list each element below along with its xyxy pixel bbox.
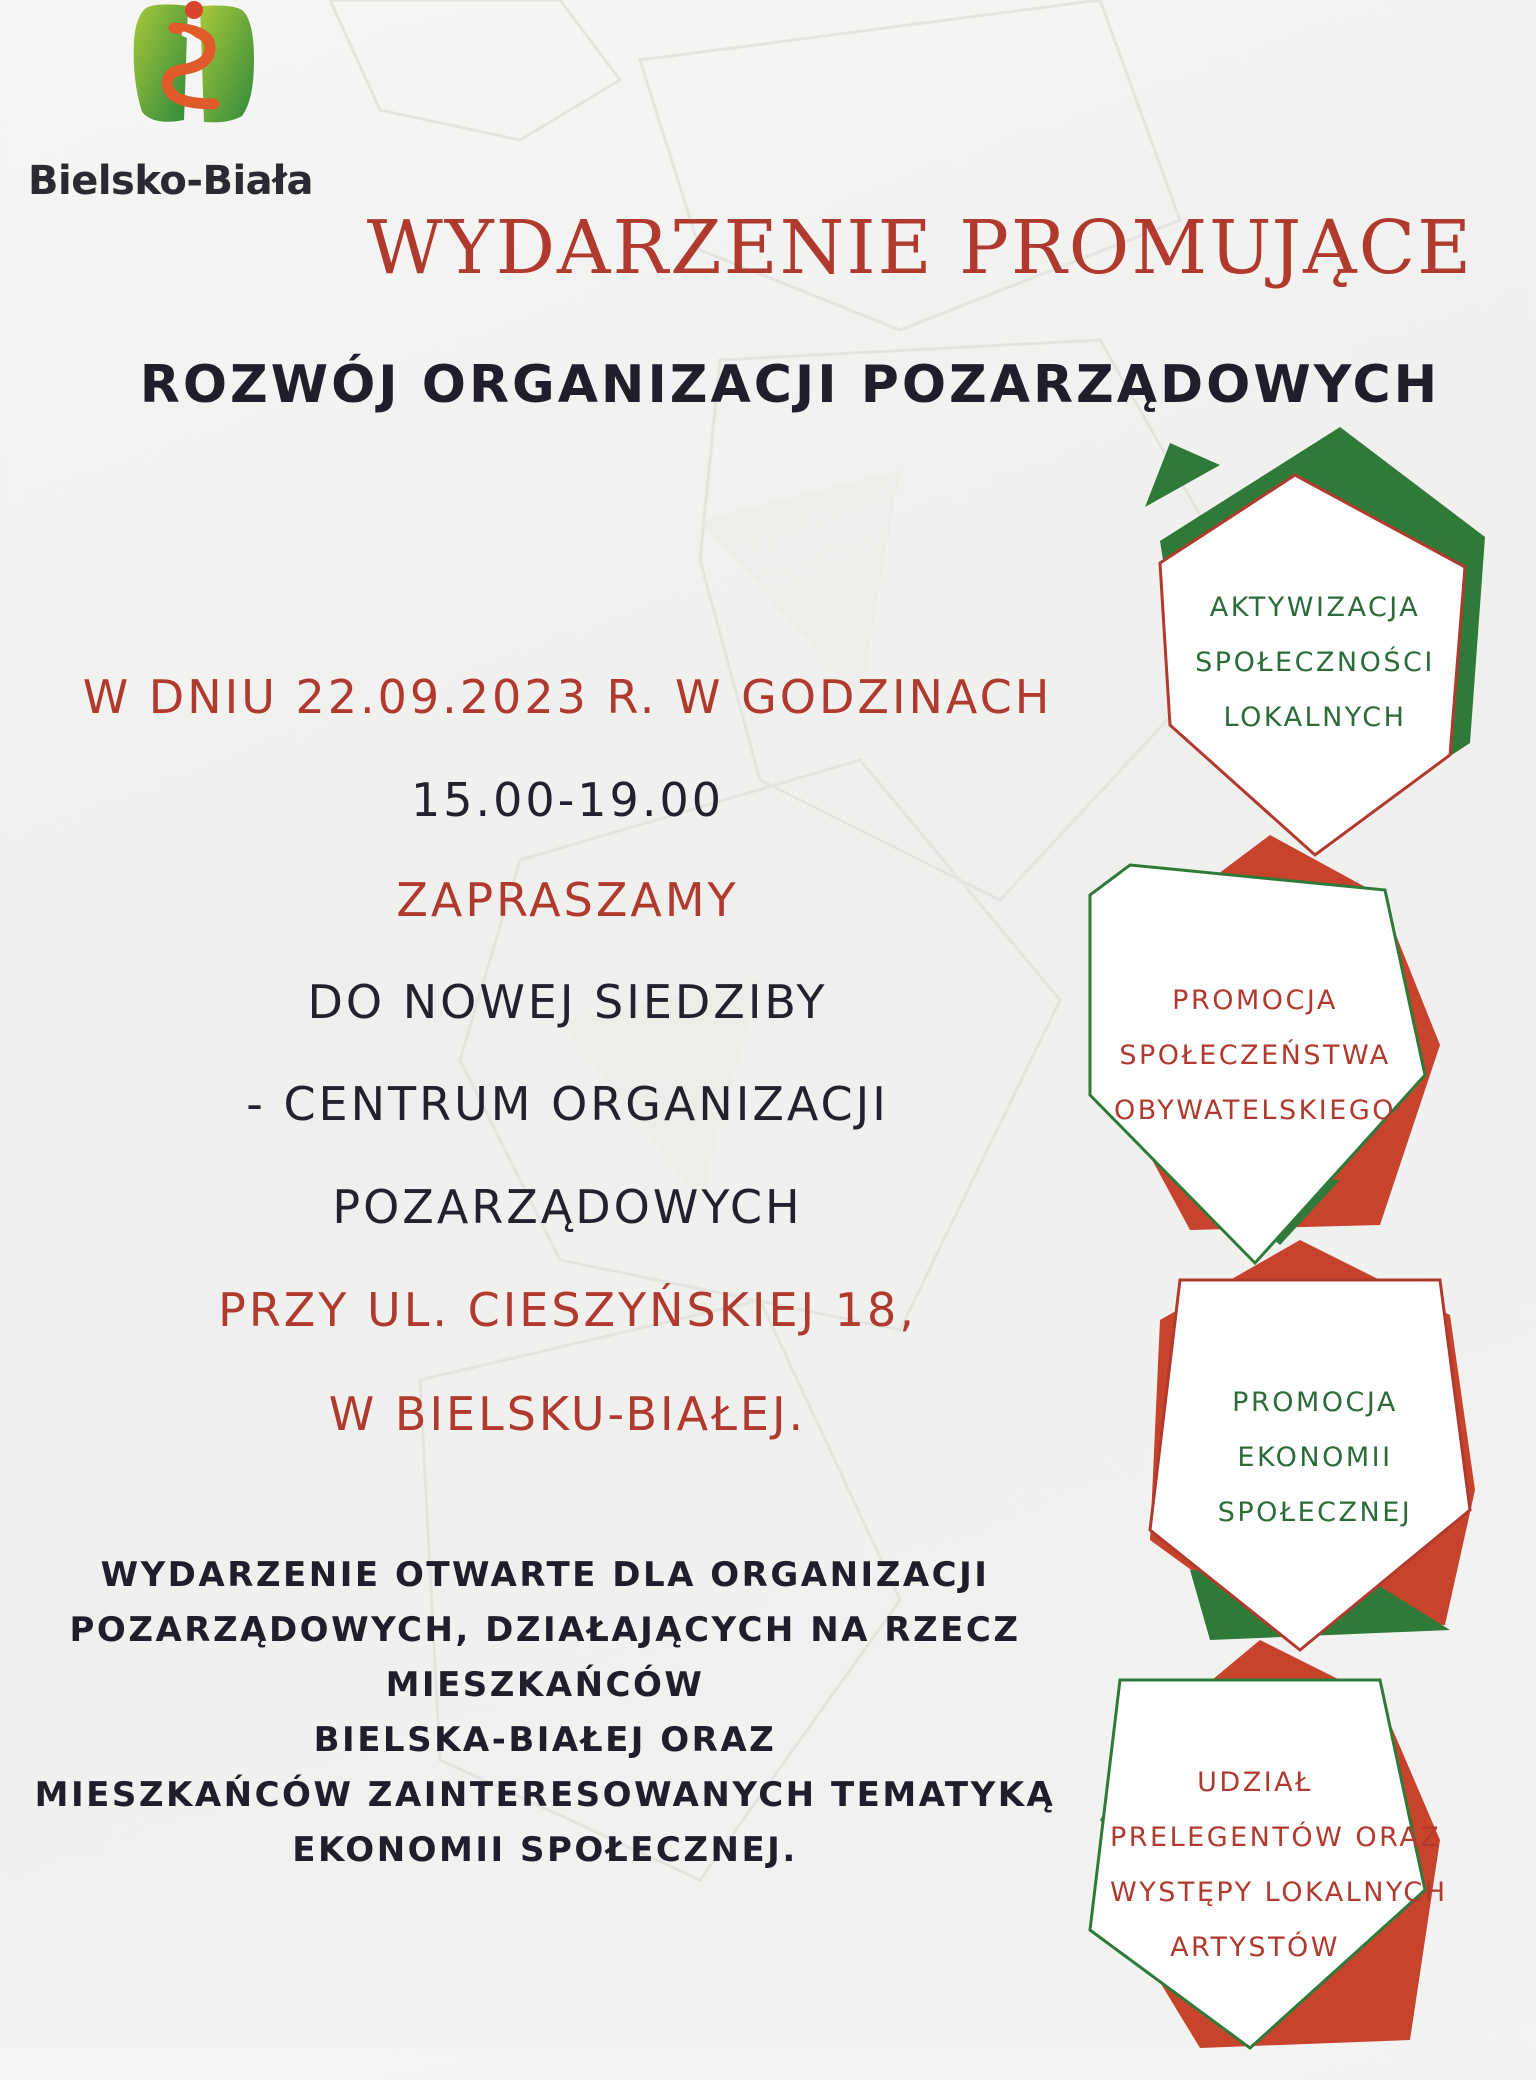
open-event-line: MIESZKAŃCÓW ZAINTERESOWANYCH TEMATYKĄ: [34, 1775, 1056, 1815]
venue-line-1: DO NOWEJ SIEDZIBY: [307, 975, 828, 1029]
address-line-1: PRZY UL. CIESZYŃSKIEJ 18,: [218, 1283, 917, 1337]
logo-text: Bielsko-Biała: [28, 158, 313, 204]
page-title: WYDARZENIE PROMUJĄCE: [366, 205, 1474, 291]
badge-line: EKONOMII: [1237, 1442, 1393, 1473]
open-event-line: BIELSKA-BIAŁEJ ORAZ: [313, 1720, 777, 1760]
badge-line: AKTYWIZACJA: [1209, 592, 1421, 623]
invite-text: ZAPRASZAMY: [396, 873, 739, 927]
badge-line: ARTYSTÓW: [1170, 1932, 1340, 1963]
badge-line: LOKALNYCH: [1223, 702, 1407, 733]
badge-line: PROMOCJA: [1172, 985, 1338, 1016]
open-event-line: EKONOMII SPOŁECZNEJ.: [292, 1830, 798, 1870]
city-logo: [28, 0, 338, 220]
badge-line: SPOŁECZEŃSTWA: [1119, 1040, 1391, 1071]
event-date-line: W DNIU 22.09.2023 R. W GODZINACH: [82, 670, 1053, 724]
page-subtitle: ROZWÓJ ORGANIZACJI POZARZĄDOWYCH: [139, 355, 1441, 415]
event-hours: 15.00-19.00: [411, 773, 724, 827]
open-event-note: [0, 1548, 1090, 1878]
open-event-line: WYDARZENIE OTWARTE DLA ORGANIZACJI: [100, 1555, 990, 1595]
badge-line: SPOŁECZNEJ: [1217, 1497, 1413, 1528]
badge-activation: [1130, 425, 1500, 865]
bielsko-biala-logo-icon: [124, 0, 264, 128]
badge-text: [1170, 580, 1460, 745]
badge-speakers-artists: [1080, 1640, 1450, 2080]
venue-line-3: POZARZĄDOWYCH: [332, 1180, 803, 1234]
badge-line: PRELEGENTÓW ORAZ: [1110, 1822, 1442, 1853]
badge-social-economy: [1130, 1240, 1500, 1680]
badge-line: UDZIAŁ: [1197, 1767, 1313, 1798]
venue-line-2: - CENTRUM ORGANIZACJI: [246, 1077, 889, 1131]
badge-line: PROMOCJA: [1232, 1387, 1398, 1418]
badge-text: [1110, 973, 1400, 1138]
badge-text: [1110, 1755, 1448, 1975]
address-line-2: W BIELSKU-BIAŁEJ.: [328, 1387, 807, 1441]
open-event-line: POZARZĄDOWYCH, DZIAŁAJĄCYCH NA RZECZ: [69, 1610, 1021, 1650]
badge-line: OBYWATELSKIEGO: [1113, 1095, 1397, 1126]
badge-civil-society: [1080, 835, 1450, 1275]
open-event-line: MIESZKAŃCÓW: [385, 1665, 705, 1705]
badge-line: SPOŁECZNOŚCI: [1195, 647, 1435, 678]
badge-text: [1170, 1375, 1460, 1540]
badge-line: WYSTĘPY LOKALNYCH: [1110, 1877, 1448, 1908]
